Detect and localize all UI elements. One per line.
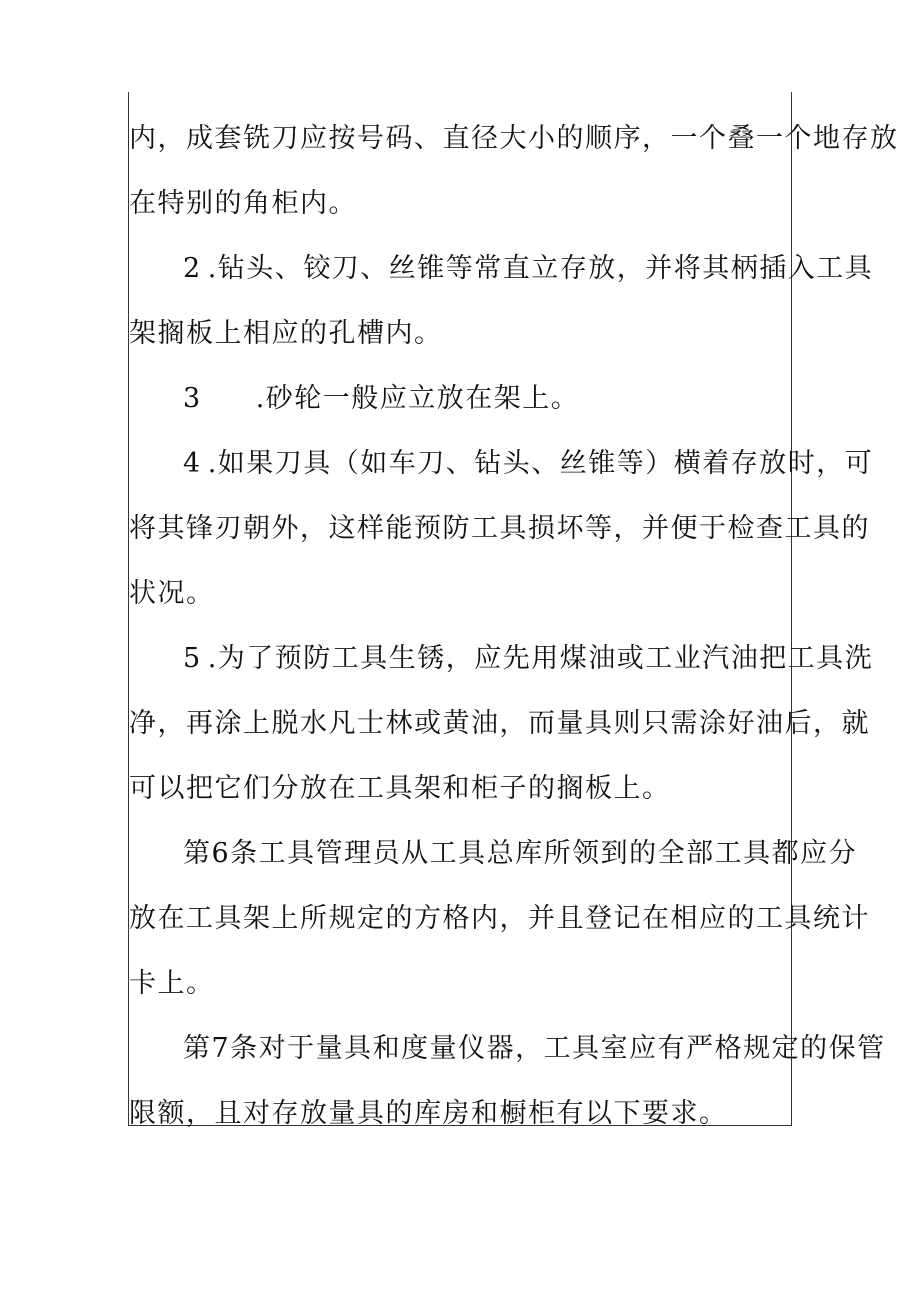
item-text: .钻头、铰刀、丝锥等常直立存放，并将其柄插入工具 (207, 253, 874, 284)
list-item-3 (129, 372, 791, 437)
text-line: 架搁板上相应的孔槽内。 (129, 318, 443, 349)
text-line: 状况。 (129, 578, 215, 609)
text-line: 内，成套铣刀应按号码、直径大小的顺序，一个叠一个地存放 (129, 123, 899, 154)
item-text: .如果刀具（如车刀、钻头、丝锥等）横着存放时，可 (207, 448, 874, 479)
text-line: 净，再涂上脱水凡士林或黄油，而量具则只需涂好油后，就 (129, 708, 870, 739)
item-number: 4 (183, 448, 202, 479)
text-line: 可以把它们分放在工具架和柜子的搁板上。 (129, 773, 671, 804)
text-line: 限额，且对存放量具的库房和橱柜有以下要求。 (129, 1098, 728, 1129)
item-number: 3 (183, 383, 202, 414)
item-text: .砂轮一般应立放在架上。 (255, 383, 580, 414)
list-item-4 (129, 437, 874, 502)
item-number: 2 (183, 253, 202, 284)
text-line: 放在工具架上所规定的方格内，并且登记在相应的工具统计 (129, 903, 870, 934)
document-frame (128, 92, 899, 1129)
text-line: 卡上。 (129, 968, 215, 999)
document-body (129, 112, 899, 1152)
item-text: .为了预防工具生锈，应先用煤油或工业汽油把工具洗 (207, 643, 874, 674)
article-6: 第6条工具管理员从工具总库所领到的全部工具都应分 (183, 838, 858, 869)
item-number: 5 (183, 643, 202, 674)
text-line: 将其锋刃朝外，这样能预防工具损坏等，并便于检查工具的 (129, 513, 870, 544)
list-item-5 (129, 632, 874, 697)
text-line: 在特别的角柜内。 (129, 188, 357, 219)
list-item-2 (129, 242, 874, 307)
article-7: 第7条对于量具和度量仪器，工具室应有严格规定的保管 (183, 1033, 886, 1064)
